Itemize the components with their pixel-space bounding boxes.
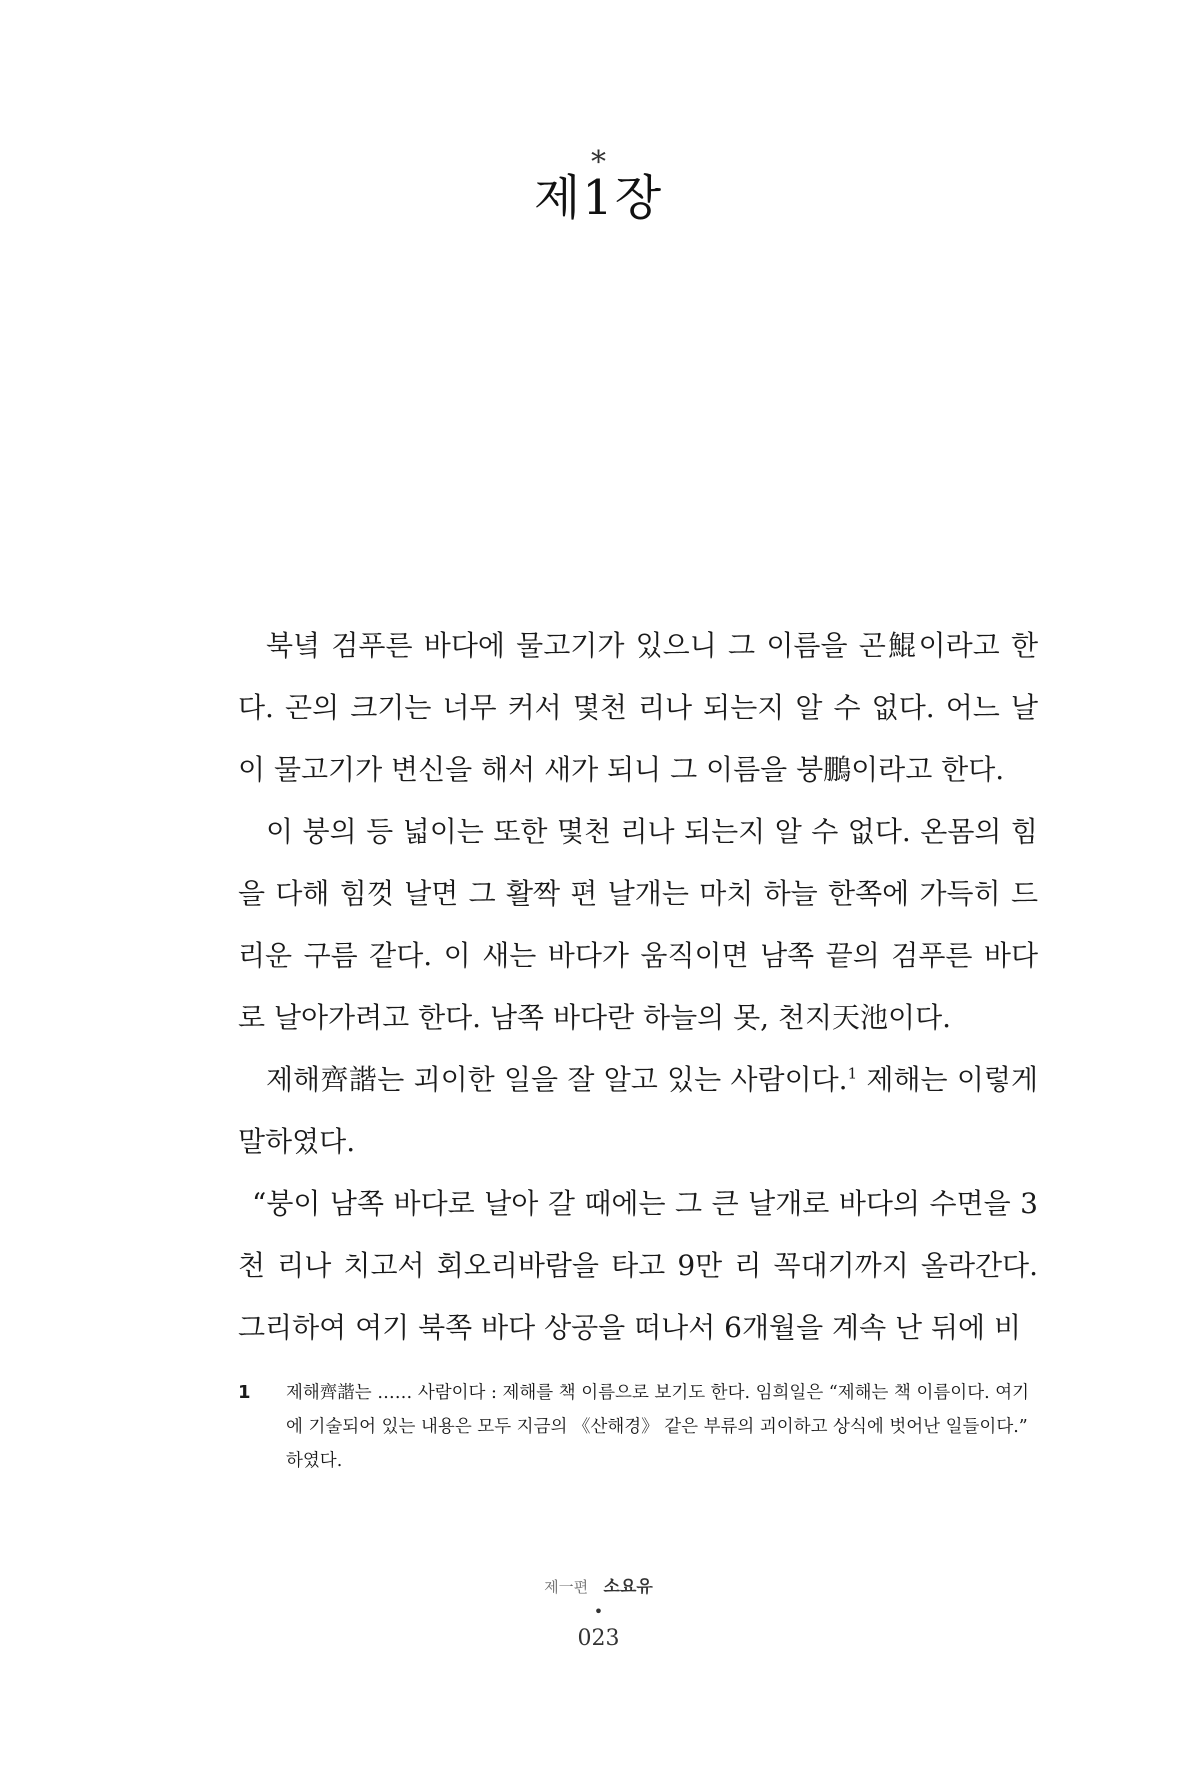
paragraph-3 (238, 1049, 1038, 1173)
paragraph-1: 북녘 검푸른 바다에 물고기가 있으니 그 이름을 곤鯤이라고 한다. 곤의 크기는 너무 커서 몇천 리나 되는지 알 수 없다. 어느 날 이 물고기가 변신을 해서 새가 되니 그 이름을 붕鵬이라고 한다. (238, 629, 1038, 786)
paragraph-2: 이 붕의 등 넓이는 또한 몇천 리나 되는지 알 수 없다. 온몸의 힘을 다해 힘껏 날면 그 활짝 편 날개는 마치 하늘 한쪽에 가득히 드리운 구름 같다. 이 새는 바다가 움직이면 남쪽 끝의 검푸른 바다로 날아가려고 한다. 남쪽 바다란 하늘의 못, 천지天池이다. (238, 815, 1038, 1034)
paragraph-3-end: 제해는 이렇게 말하였다. (238, 1063, 1039, 1158)
footnote-text: 제해齊諧는 …… 사람이다 : 제해를 책 이름으로 보기도 한다. 임희일은 “제해는 책 이름이다. 여기에 기술되어 있는 내용은 모두 지금의 《산해경》 같은 부류의 괴이하고 상식에 벗어난 일들이다.” 하였다. (286, 1383, 1030, 1471)
footnotes (238, 1376, 1038, 1478)
body-text (238, 615, 1038, 1359)
paragraph-4: “붕이 남쪽 바다로 날아 갈 때에는 그 큰 날개로 바다의 수면을 3천 리나 치고서 회오리바람을 타고 9만 리 꼭대기까지 올라간다. 그리하여 여기 북쪽 바다 상공을 떠나서 6개월을 계속 난 뒤에 비 (238, 1187, 1038, 1344)
paragraph-3-text: 제해齊諧는 괴이한 일을 잘 알고 있는 사람이다. (266, 1063, 848, 1096)
footnote-ref-1[interactable]: 1 (847, 1064, 858, 1083)
chapter-ornament: * (591, 145, 606, 180)
footer-part: 제一편 (544, 1578, 589, 1596)
running-footer (0, 1574, 1197, 1600)
page-number: 023 (577, 1626, 620, 1651)
footer-bullet: • (593, 1602, 604, 1621)
chapter-title: 제1장 (533, 170, 664, 226)
footnote-1 (238, 1376, 1038, 1478)
footer-section: 소요유 (603, 1577, 653, 1597)
footnote-number: 1 (238, 1382, 251, 1403)
